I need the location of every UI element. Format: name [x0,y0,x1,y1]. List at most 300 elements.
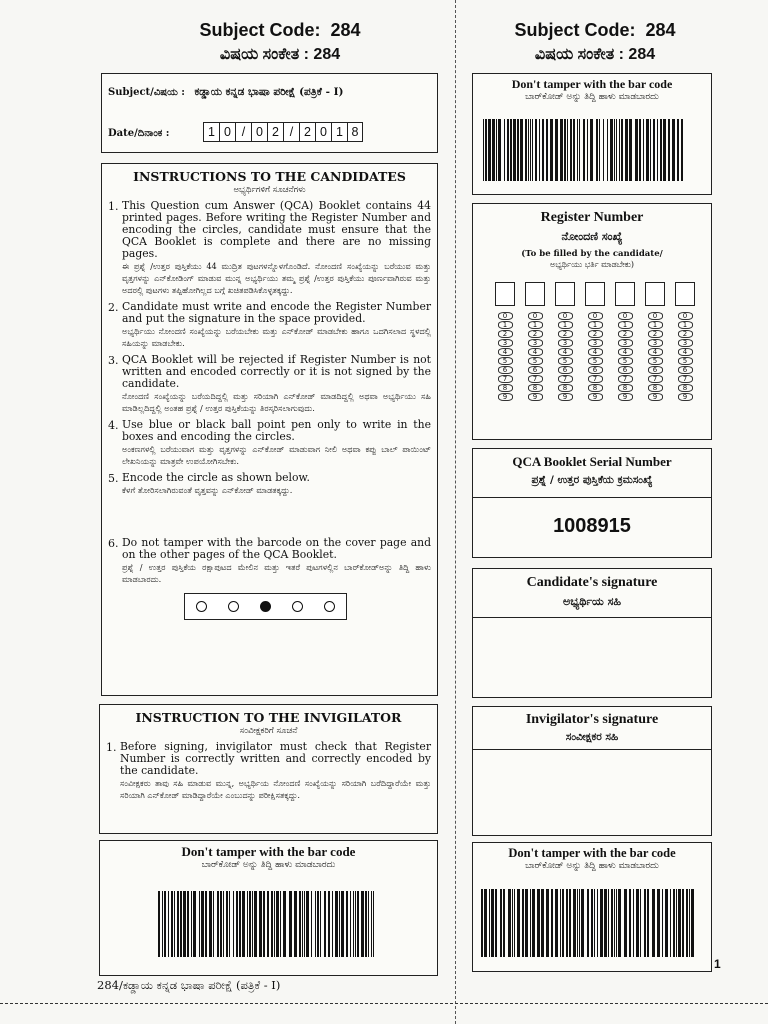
instruction-item [108,354,431,414]
barcode-bar [677,119,679,181]
register-digit-bubble[interactable]: 1 [588,321,603,329]
barcode-bar [535,119,537,181]
example-circle-empty [292,601,303,612]
register-number-box [472,203,712,440]
register-digit-bubble[interactable]: 3 [618,339,633,347]
barcode-bar [217,891,219,957]
candidate-signature-area[interactable] [475,621,709,695]
barcode-title: Don't tamper with the bar code [508,846,676,860]
barcode-bar [252,891,253,957]
register-digit-box[interactable] [555,282,575,306]
register-digit-bubble[interactable]: 7 [588,375,603,383]
barcode-bar [174,891,175,957]
register-digit-bubble[interactable]: 8 [678,384,693,392]
register-digit-bubble[interactable]: 2 [618,330,633,338]
register-digit-bubble[interactable]: 1 [558,321,573,329]
instruction-item [108,301,431,349]
register-digit-bubble[interactable]: 2 [498,330,513,338]
instruction-text-kn: ನೋಂದಣಿ ಸಂಖ್ಯೆಯನ್ನು ಬರೆಯದಿದ್ದಲ್ಲಿ ಮತ್ತು ಸರಿಯಾಗಿ ಎನ್‌ಕೋಡ್ ಮಾಡದಿದ್ದಲ್ಲಿ ಅಥವಾ ಅಭ್ಯರ್ಥಿಯು ಸಹಿ ಮಾಡಿಲ್ಲದಿದ್ದಲ್ಲಿ ಅಂತಹ ಪ್ರಶ್ನೆ / ಉತ್ತರ ಪುಸ್ತಿಕೆಯನ್ನು ತಿರಸ್ಕರಿಸಲಾಗುವುದು. [122,391,431,413]
barcode-bar [633,889,634,957]
subject-code-heading-right: Subject Code: 284 [514,20,676,40]
register-digit-bubble[interactable]: 8 [588,384,603,392]
barcode-bar [647,889,649,957]
barcode-bar [546,119,548,181]
register-digit-bubble[interactable]: 3 [588,339,603,347]
barcode-bar [560,889,561,957]
instruction-text-en: QCA Booklet will be rejected if Register Number is not written and encoded correctly or it is not signed by the candidate. [122,353,431,390]
barcode-bar [199,891,200,957]
barcode-bar [280,891,281,957]
barcode-bar [542,119,544,181]
register-digit-bubble[interactable]: 8 [498,384,513,392]
barcode-bar [603,119,604,181]
barcode-bar [539,119,540,181]
instruction-number: 1. [106,741,117,754]
barcode-bar [619,119,620,181]
register-digit-box[interactable] [495,282,515,306]
barcode-bar [350,891,351,957]
barcode-bar [294,891,297,957]
register-digit-box[interactable] [615,282,635,306]
register-digit-bubble[interactable]: 6 [528,366,543,374]
register-column [555,282,575,401]
invigilator-signature-title-kn: ಸಂವೀಕ್ಷಕರ ಸಹಿ [565,731,619,743]
candidate-instructions-title-kn: ಅಭ್ಯರ್ಥಿಗಳಿಗೆ ಸೂಚನೆಗಳು [233,185,306,195]
barcode-bar [665,889,668,957]
barcode-bar [483,119,484,181]
invigilator-instructions-box [99,704,438,834]
barcode-bar [682,889,684,957]
instruction-item [108,537,431,585]
barcode-bar [512,889,513,957]
register-digit-bubble[interactable]: 1 [618,321,633,329]
register-digit-bubble[interactable]: 0 [498,312,513,320]
instruction-number: 2. [108,301,119,314]
barcode-bar [636,889,639,957]
register-digit-bubble[interactable]: 9 [498,393,513,401]
barcode-bar [229,891,230,957]
register-digit-box[interactable] [525,282,545,306]
barcode-bar [346,891,348,957]
instruction-text-kn: ಅಭ್ಯರ್ಥಿಯು ನೋಂದಣಿ ಸಂಖ್ಯೆಯನ್ನು ಬರೆಯಬೇಕು ಮತ್ತು ಎನ್‌ಕೋಡ್ ಮಾಡಬೇಕು ಹಾಗೂ ಒದಗಿಸಲಾದ ಸ್ಥಳದಲ್ಲಿ ಸಹಿಯನ್ನು ಮಾಡಬೇಕು. [122,326,431,348]
barcode-bar [597,889,598,957]
barcode-bar [673,889,675,957]
footer-subject: 284/ಕಡ್ಡಾಯ ಕನ್ನಡ ಭಾಷಾ ಪರೀಕ್ಷೆ (ಪತ್ರಿಕೆ - I) [97,978,281,992]
barcode-bar [662,889,663,957]
register-digit-bubble[interactable]: 4 [678,348,693,356]
barcode-bar [193,891,196,957]
barcode-bar [686,889,688,957]
barcode-bar [577,889,578,957]
barcode-title-kn: ಬಾರ್‌ಕೋಡ್ ಅನ್ನು ತಿದ್ದಿ ಹಾಳು ಮಾಡಬಾರದು [201,860,336,870]
register-digit-bubble[interactable]: 0 [558,312,573,320]
instruction-text-kn: ಅಂಕಣಗಳಲ್ಲಿ ಬರೆಯುವಾಗ ಮತ್ತು ವೃತ್ತಗಳನ್ನು ಎನ್‌ಕೋಡ್ ಮಾಡುವಾಗ ನೀಲಿ ಅಥವಾ ಕಪ್ಪು ಬಾಲ್ ಪಾಯಿಂಟ್ ಲೇಖನಿಯನ್ನು ಮಾತ್ರವೇ ಉಪಯೋಗಿಸಬೇಕು. [122,444,431,466]
barcode-bar [681,119,683,181]
barcode-bar [371,891,372,957]
barcode-bar [604,889,607,957]
barcode-bar [339,891,340,957]
serial-title-kn: ಪ್ರಶ್ನೆ / ಉತ್ತರ ಪುಸ್ತಿಕೆಯ ಕ್ರಮಸಂಖ್ಯೆ [531,474,653,486]
barcode-bar [528,119,529,181]
barcode-bar [254,891,257,957]
barcode-bar [226,891,228,957]
register-digit-bubble[interactable]: 5 [528,357,543,365]
barcode-bar [302,891,303,957]
register-title: Register Number [540,210,644,225]
register-digit-bubble[interactable]: 8 [528,384,543,392]
barcode-bar [209,891,212,957]
barcode-bar [616,119,617,181]
register-digit-bubble[interactable]: 9 [648,393,663,401]
barcode-bar [508,889,511,957]
barcode-bar [590,119,593,181]
barcode-bar [164,891,166,957]
barcode-bar [611,889,613,957]
register-digit-box[interactable] [675,282,695,306]
barcode-bar [510,119,512,181]
barcode-bar [484,889,487,957]
barcode-box-right-bottom [472,842,712,972]
barcode-bar [610,119,613,181]
barcode-bar [550,119,553,181]
barcode [481,889,703,957]
barcode-bar [495,889,497,957]
register-digit-bubble[interactable]: 1 [678,321,693,329]
barcode-bar [324,891,326,957]
barcode-bar [341,891,344,957]
barcode-bar [213,891,214,957]
barcode-bar [328,891,330,957]
barcode-bar [573,119,575,181]
barcode-bar [672,119,675,181]
barcode-bar [530,119,531,181]
barcode-bar [551,889,553,957]
subject-date-box [101,73,438,153]
register-digit-bubble[interactable]: 4 [648,348,663,356]
barcode-bar [513,119,516,181]
barcode-title-kn: ಬಾರ್‌ಕೋಡ್ ಅನ್ನು ತಿದ್ದಿ ಹಾಳು ಮಾಡಬಾರದು [525,861,659,871]
barcode-bar [532,889,535,957]
barcode-bar [670,889,671,957]
barcode-bar [274,891,275,957]
barcode-bar [496,119,497,181]
barcode-bar [315,891,316,957]
barcode-bar [249,891,251,957]
date-boxes [203,122,363,142]
barcode-bar [162,891,163,957]
barcode-bar [530,889,531,957]
barcode-bar [691,889,694,957]
register-digit-bubble[interactable]: 1 [648,321,663,329]
barcode-bar [503,889,505,957]
barcode-bar [481,889,483,957]
barcode-bar [660,119,662,181]
register-digit-bubble[interactable]: 5 [498,357,513,365]
barcode-bar [594,889,595,957]
barcode-bar [247,891,248,957]
instruction-number: 5. [108,472,119,485]
instruction-item [108,472,431,532]
instruction-text-en: Encode the circle as shown below. [122,471,310,484]
date-char-box: 1 [331,122,347,142]
barcode-bar [201,891,204,957]
date-char-box: 0 [219,122,235,142]
barcode-bar [520,119,523,181]
barcode-bar [517,889,520,957]
instruction-text-kn: ಸಂವೀಕ್ಷಕರು ತಾವು ಸಹಿ ಮಾಡುವ ಮುನ್ನ, ಅಭ್ಯರ್ಥಿಯ ನೋಂದಣಿ ಸಂಖ್ಯೆಯನ್ನು ಸರಿಯಾಗಿ ಬರೆದಿದ್ದಾರೆಯೇ ಮತ್ತು ಸರಿಯಾಗಿ ಎನ್‌ಕೋಡ್ ಮಾಡಿದ್ದಾರೆಯೇ ಎಂಬುದನ್ನು ಪರೀಕ್ಷಿಸತಕ್ಕದ್ದು. [120,778,431,800]
register-digit-bubble[interactable]: 7 [558,375,573,383]
register-digit-bubble[interactable]: 7 [618,375,633,383]
serial-value: 1008915 [553,515,631,537]
register-digit-bubble[interactable]: 5 [678,357,693,365]
barcode-bar [168,891,169,957]
barcode-bar [587,119,588,181]
barcode-bar [311,891,312,957]
candidate-signature-box [472,568,712,698]
barcode-bar [570,119,572,181]
barcode-bar [650,119,651,181]
barcode-bar [514,889,515,957]
barcode-bar [242,891,245,957]
register-digit-bubble[interactable]: 9 [558,393,573,401]
instruction-text-en: Use blue or black ball point pen only to write in the boxes and encoding the circles. [122,418,431,443]
date-char-box: 0 [315,122,331,142]
barcode-bar [652,889,655,957]
candidate-instructions-list [102,200,437,585]
barcode-bar [532,119,533,181]
register-digit-bubble[interactable]: 6 [498,366,513,374]
barcode-bar [657,889,660,957]
register-digit-bubble[interactable]: 8 [618,384,633,392]
register-digit-bubble[interactable]: 4 [588,348,603,356]
barcode-bar [357,891,359,957]
barcode-bar [191,891,192,957]
subject-code-heading: Subject Code: 284 [199,20,361,40]
instruction-item [108,200,431,296]
barcode-bar [180,891,182,957]
encode-example-box [184,593,347,620]
register-digit-bubble[interactable]: 0 [618,312,633,320]
register-digit-bubble[interactable]: 9 [678,393,693,401]
register-column [585,282,605,401]
candidate-instructions-title: INSTRUCTIONS TO THE CANDIDATES [133,169,406,184]
register-digit-bubble[interactable]: 6 [558,366,573,374]
barcode-bar [676,889,677,957]
barcode-bar [267,891,269,957]
barcode-bar [488,119,491,181]
barcode-bar [643,119,644,181]
register-digit-bubble[interactable]: 3 [648,339,663,347]
barcode-bar [562,889,564,957]
barcode-bar [663,119,666,181]
register-digit-bubble[interactable]: 6 [618,366,633,374]
invigilator-signature-title: Invigilator's signature [525,712,659,727]
barcode-bar [624,889,627,957]
barcode-bar [276,891,279,957]
barcode-bar [289,891,292,957]
barcode-title: Don't tamper with the bar code [511,77,673,91]
barcode-bar [259,891,262,957]
barcode-bar [239,891,241,957]
register-digit-bubble[interactable]: 1 [528,321,543,329]
barcode-bar [591,889,593,957]
date-label: Date/ದಿನಾಂಕ : [108,128,170,139]
register-digit-bubble[interactable]: 5 [588,357,603,365]
register-digit-bubble[interactable]: 9 [528,393,543,401]
register-digit-bubble[interactable]: 0 [588,312,603,320]
barcode-bar [577,119,578,181]
register-digit-bubble[interactable]: 7 [498,375,513,383]
instruction-number: 3. [108,354,119,367]
subject-code-kn-heading-right: ವಿಷಯ ಸಂಕೇತ : 284 [534,46,656,63]
register-column [495,282,515,401]
barcode [483,119,701,181]
register-digit-bubble[interactable]: 3 [558,339,573,347]
barcode-bar [537,889,540,957]
barcode-bar [668,119,670,181]
barcode-bar [596,119,598,181]
register-digit-bubble[interactable]: 4 [618,348,633,356]
barcode-bar [223,891,224,957]
register-digit-bubble[interactable]: 5 [648,357,663,365]
register-digit-bubble[interactable]: 7 [648,375,663,383]
register-digit-bubble[interactable]: 4 [498,348,513,356]
subject-value: ಕಡ್ಡಾಯ ಕನ್ನಡ ಭಾಷಾ ಪರೀಕ್ಷೆ (ಪತ್ರಿಕೆ - I) [194,86,344,98]
invigilator-instructions-title-kn: ಸಂವೀಕ್ಷಕರಿಗೆ ಸೂಚನೆ [239,726,298,736]
register-digit-bubble[interactable]: 4 [528,348,543,356]
invigilator-instructions-list [100,741,437,801]
barcode-bar [555,889,558,957]
instruction-item [108,419,431,467]
instruction-number: 6. [108,537,119,550]
barcode-bar [236,891,238,957]
barcode-bar [583,119,585,181]
barcode-bar [567,119,568,181]
barcode-bar [618,889,621,957]
date-char-box: / [283,122,299,142]
register-digit-bubble[interactable]: 3 [498,339,513,347]
barcode-bar [299,891,301,957]
barcode-bar [158,891,160,957]
barcode-bar [320,891,321,957]
barcode-bar [368,891,369,957]
invigilator-instructions-title: INSTRUCTION TO THE INVIGILATOR [135,710,402,725]
example-circle-empty [324,601,335,612]
barcode-bar [629,889,631,957]
barcode [158,891,383,957]
register-digit-bubble[interactable]: 0 [648,312,663,320]
barcode-bar [541,889,544,957]
register-digit-bubble[interactable]: 5 [558,357,573,365]
instruction-text-kn: ಕೆಳಗೆ ತೋರಿಸಲಾಗಿರುವಂತೆ ವೃತ್ತವನ್ನು ಎನ್‌ಕೋಡ್ ಮಾಡತಕ್ಕದ್ದು. [122,485,293,495]
barcode-bar [489,889,490,957]
barcode-bar [317,891,319,957]
page-number: 1 [714,957,721,971]
register-digit-bubble[interactable]: 5 [618,357,633,365]
register-digit-bubble[interactable]: 8 [648,384,663,392]
register-column [675,282,695,401]
barcode-bar [306,891,309,957]
barcode-bar [599,119,600,181]
invigilator-signature-area[interactable] [475,753,709,833]
barcode-bar [581,889,584,957]
register-digit-bubble[interactable]: 0 [528,312,543,320]
register-digit-bubble[interactable]: 2 [588,330,603,338]
register-digit-bubble[interactable]: 2 [678,330,693,338]
barcode-bar [573,889,576,957]
barcode-bar [614,119,615,181]
register-digit-bubble[interactable]: 9 [588,393,603,401]
register-digit-bubble[interactable]: 0 [678,312,693,320]
example-circle-filled [260,601,271,612]
register-digit-bubble[interactable]: 2 [528,330,543,338]
register-digit-bubble[interactable]: 2 [648,330,663,338]
barcode-bar [640,889,641,957]
register-digit-bubble[interactable]: 6 [588,366,603,374]
barcode-bar [353,891,354,957]
instruction-item [106,741,431,801]
serial-number-box [472,448,712,558]
register-column [645,282,665,401]
barcode-bar [498,119,501,181]
register-column [525,282,545,401]
candidate-signature-title: Candidate's signature [526,575,658,590]
register-digit-bubble[interactable]: 1 [498,321,513,329]
barcode-bar [546,889,549,957]
instruction-text-kn: ಪ್ರಶ್ನೆ / ಉತ್ತರ ಪುಸ್ತಿಕೆಯ ರಕ್ಷಾಪುಟದ ಮೇಲಿನ ಮತ್ತು ಇತರೆ ಪುಟಗಳಲ್ಲಿನ ಬಾರ್‌ಕೋಡ್‌ಅನ್ನು ತಿದ್ದಿ ಹಾಳು ಮಾಡಬಾರದು. [122,562,431,584]
register-digit-bubble[interactable]: 7 [678,375,693,383]
example-circle-empty [196,601,207,612]
barcode-bar [653,119,655,181]
instruction-number: 1. [108,200,119,213]
subject-label: Subject/ವಿಷಯ : [108,87,185,98]
barcode-bar [263,891,265,957]
date-char-box: / [235,122,251,142]
register-digit-box[interactable] [585,282,605,306]
barcode-bar [621,119,623,181]
register-digit-bubble[interactable]: 4 [558,348,573,356]
barcode-bar [525,889,528,957]
bottom-cut-line [0,1003,768,1004]
barcode-bar [504,119,505,181]
barcode-bar [614,889,615,957]
barcode-bar [522,889,524,957]
register-digit-bubble[interactable]: 6 [678,366,693,374]
barcode-bar [183,891,186,957]
barcode-bar [555,119,558,181]
register-digit-bubble[interactable]: 7 [528,375,543,383]
barcode-bar [373,891,374,957]
barcode-bar [500,889,502,957]
barcode-bar [560,119,563,181]
barcode-bar [579,889,580,957]
register-digit-bubble[interactable]: 3 [678,339,693,347]
register-digit-bubble[interactable]: 2 [558,330,573,338]
register-digit-bubble[interactable]: 9 [618,393,633,401]
register-note: (To be filled by the candidate/ [521,249,663,259]
cut-line [455,0,456,1024]
barcode-bar [525,119,527,181]
barcode-box-right-top [472,73,712,195]
instruction-text-en: Before signing, invigilator must check that Register Number is correctly written and correctly encoded by the candidate. [120,740,431,777]
register-digit-bubble[interactable]: 8 [558,384,573,392]
barcode-bar [507,119,509,181]
register-digit-box[interactable] [645,282,665,306]
barcode-title-kn: ಬಾರ್‌ಕೋಡ್ ಅನ್ನು ತಿದ್ದಿ ಹಾಳು ಮಾಡಬಾರದು [525,92,659,102]
register-digit-bubble[interactable]: 3 [528,339,543,347]
register-digit-bubble[interactable]: 6 [648,366,663,374]
barcode-bar [607,119,608,181]
